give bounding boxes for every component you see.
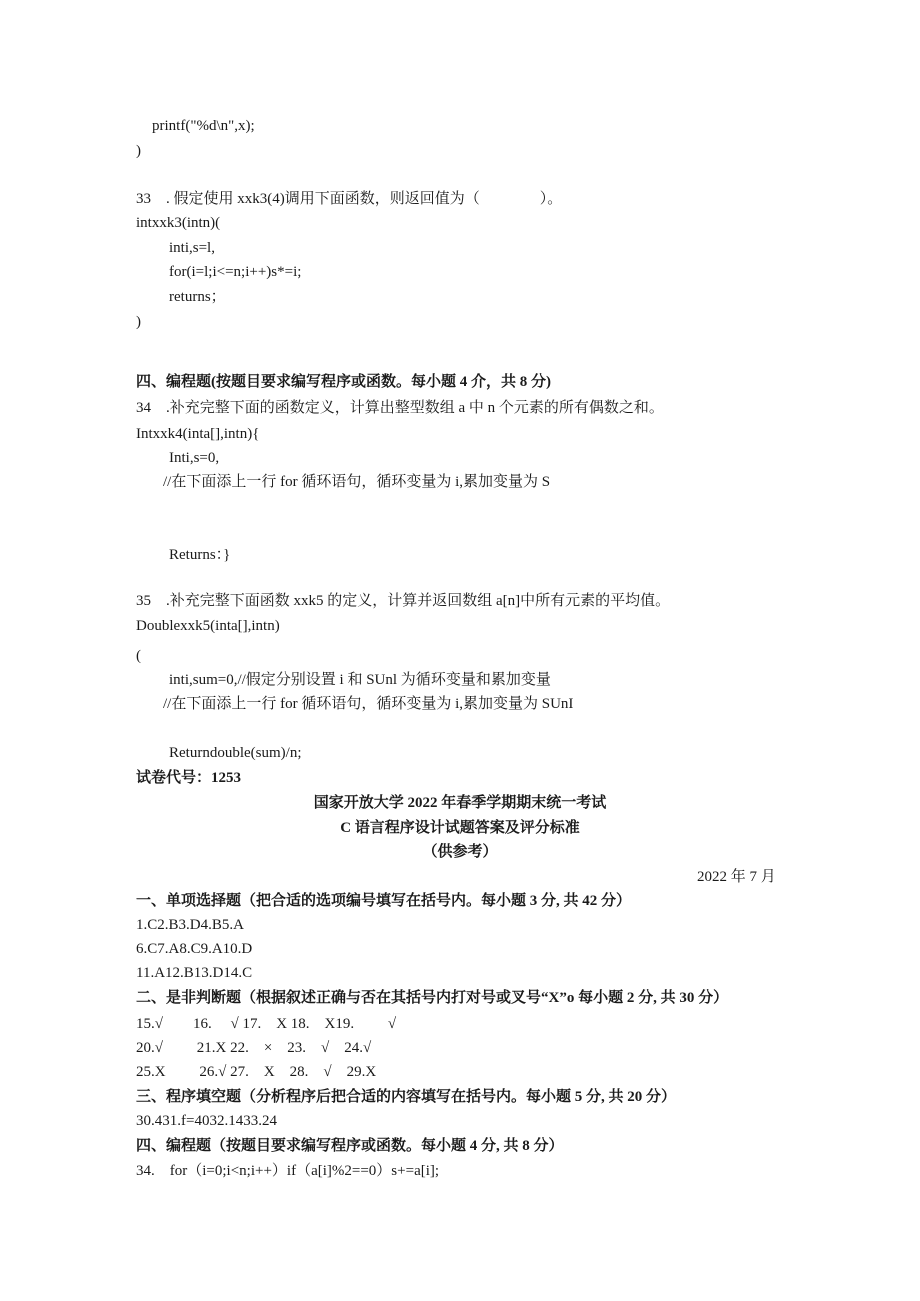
question-33 [136, 189, 562, 209]
question-33-prefix: 33 . 假定使用 xxk3(4)调用下面函数，则返回值为（ [136, 191, 480, 207]
code-line: ) [136, 314, 141, 330]
answer-row: 20.√ 21.X 22. × 23. √ 24.√ [136, 1040, 372, 1056]
code-line: ( [136, 648, 141, 664]
code-line: Returns：} [169, 547, 231, 563]
code-line-close: ) [136, 143, 141, 159]
code-comment: //在下面添上一行 for 循环语句，循环变量为 i,累加变量为 SUnI [163, 696, 574, 712]
code-line: intxxk3(intn)( [136, 215, 221, 231]
code-line: Doublexxk5(inta[],intn) [136, 618, 280, 634]
code-line: Returndouble(sum)/n; [169, 745, 302, 761]
section-4-title: 四、编程题(按题目要求编写程序或函数。每小题 4 介，共 8 分) [136, 374, 551, 390]
answer-title-3: （供参考） [422, 844, 498, 860]
code-line: inti,s=l, [169, 240, 215, 256]
answer-section-3-title: 三、程序填空题（分析程序后把合适的内容填写在括号内。每小题 5 分, 共 20 分） [136, 1089, 677, 1105]
answer-title-1: 国家开放大学 2022 年春季学期期末统一考试 [313, 795, 607, 811]
answer-row: 15.√ 16. √ 17. X 18. X19. √ [136, 1016, 397, 1032]
paper-code: 试卷代号：1253 [136, 770, 242, 786]
answer-section-2-title: 二、是非判断题（根据叙述正确与否在其括号内打对号或叉号“X”o 每小题 2 分, 共 30 分） [136, 990, 729, 1006]
code-line: inti,sum=0,//假定分别设置 i 和 SUnl 为循环变量和累加变量 [169, 672, 551, 688]
code-line: returns； [169, 289, 226, 305]
code-line-printf: printf("%d\n",x); [152, 118, 255, 134]
code-comment: //在下面添上一行 for 循环语句，循环变量为 i,累加变量为 S [163, 474, 551, 490]
answer-row: 25.X 26.√ 27. X 28. √ 29.X [136, 1064, 377, 1080]
answer-row: 11.A12.B13.D14.C [136, 965, 253, 981]
answer-date: 2022 年 7 月 [697, 869, 776, 885]
answer-row: 34. for（i=0;i<n;i++）if（a[i]%2==0）s+=a[i]; [136, 1163, 440, 1179]
code-line: Intxxk4(inta[],intn){ [136, 426, 260, 442]
question-34: 34 .补充完整下面的函数定义，计算出整型数组 a 中 n 个元素的所有偶数之和。 [136, 400, 664, 416]
answer-section-4-title: 四、编程题（按题目要求编写程序或函数。每小题 4 分, 共 8 分） [136, 1138, 564, 1154]
question-33-suffix: ）。 [539, 191, 563, 207]
answer-row: 6.C7.A8.C9.A10.D [136, 941, 253, 957]
answer-row: 30.431.f=4032.1433.24 [136, 1113, 277, 1129]
answer-section-1-title: 一、单项选择题（把合适的选项编号填写在括号内。每小题 3 分, 共 42 分） [136, 893, 632, 909]
question-35: 35 .补充完整下面函数 xxk5 的定义，计算并返回数组 a[n]中所有元素的平均值。 [136, 593, 671, 609]
code-line: for(i=l;i<=n;i++)s*=i; [169, 264, 302, 280]
answer-title-2: C 语言程序设计试题答案及评分标准 [340, 820, 580, 836]
code-line: Inti,s=0, [169, 450, 220, 466]
answer-row: 1.C2.B3.D4.B5.A [136, 917, 244, 933]
